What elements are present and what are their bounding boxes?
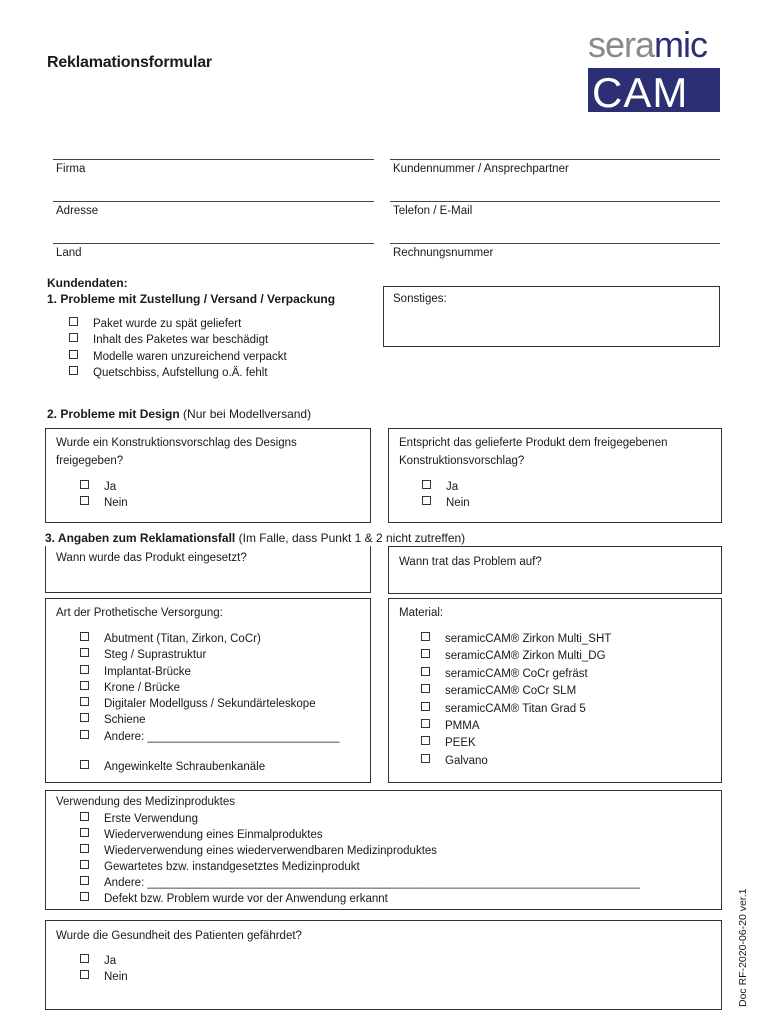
checkbox-icon[interactable] xyxy=(69,333,78,342)
gesundheit-question: Wurde die Gesundheit des Patienten gefährdet? xyxy=(56,930,302,942)
checkbox-option[interactable]: Andere: ______________________________ xyxy=(80,729,339,745)
design-match-box xyxy=(388,428,722,523)
checkbox-option[interactable]: Defekt bzw. Problem wurde vor der Anwendung erkannt xyxy=(80,891,640,907)
design-approved-question: Wurde ein Konstruktionsvorschlag des Designs freigegeben? xyxy=(56,437,297,467)
kundendaten-heading: Kundendaten: xyxy=(47,276,128,290)
checkbox-icon[interactable] xyxy=(421,736,430,745)
telefon-field[interactable]: Telefon / E-Mail xyxy=(393,205,473,217)
material-box xyxy=(388,598,722,783)
section1-heading: 1. Probleme mit Zustellung / Versand / Verpackung xyxy=(47,292,336,306)
checkbox-icon[interactable] xyxy=(80,876,89,885)
land-line xyxy=(53,243,374,244)
checkbox-option[interactable]: Implantat-Brücke xyxy=(80,664,339,680)
checkbox-icon[interactable] xyxy=(80,681,89,690)
checkbox-icon[interactable] xyxy=(69,366,78,375)
logo-text-mic: mic xyxy=(654,24,708,65)
checkbox-icon[interactable] xyxy=(421,684,430,693)
when-problem-label: Wann trat das Problem auf? xyxy=(399,556,542,568)
checkbox-icon[interactable] xyxy=(69,350,78,359)
rechnung-line xyxy=(390,243,720,244)
when-used-label: Wann wurde das Produkt eingesetzt? xyxy=(56,552,247,564)
document-reference: Doc RF-2020-06-20 ver.1 xyxy=(737,888,749,1007)
checkbox-option[interactable]: Erste Verwendung xyxy=(80,811,640,827)
checkbox-icon[interactable] xyxy=(80,713,89,722)
checkbox-option[interactable]: Ja xyxy=(80,953,128,969)
checkbox-icon[interactable] xyxy=(80,860,89,869)
checkbox-icon[interactable] xyxy=(80,730,89,739)
checkbox-icon[interactable] xyxy=(421,649,430,658)
land-field[interactable]: Land xyxy=(56,247,82,259)
material-title: Material: xyxy=(399,607,444,619)
checkbox-icon[interactable] xyxy=(69,317,78,326)
checkbox-option[interactable]: Steg / Suprastruktur xyxy=(80,647,339,663)
adresse-field[interactable]: Adresse xyxy=(56,205,99,217)
logo-text-sera: sera xyxy=(588,24,655,65)
checkbox-icon[interactable] xyxy=(421,719,430,728)
checkbox-icon[interactable] xyxy=(80,480,89,489)
checkbox-option[interactable]: seramicCAM® CoCr SLM xyxy=(421,683,611,700)
telefon-line xyxy=(390,201,720,202)
verwendung-box xyxy=(45,790,722,910)
when-problem-box[interactable] xyxy=(388,546,722,594)
checkbox-option[interactable]: Inhalt des Paketes war beschädigt xyxy=(69,332,287,348)
checkbox-icon[interactable] xyxy=(422,480,431,489)
checkbox-icon[interactable] xyxy=(80,648,89,657)
verwendung-title: Verwendung des Medizinproduktes xyxy=(56,796,236,808)
when-used-box[interactable] xyxy=(45,546,371,593)
gesundheit-box xyxy=(45,920,722,1010)
firma-field[interactable]: Firma xyxy=(56,163,86,175)
checkbox-icon[interactable] xyxy=(421,702,430,711)
art-box xyxy=(45,598,371,783)
checkbox-option[interactable]: seramicCAM® Zirkon Multi_DG xyxy=(421,648,611,665)
sonstiges-label: Sonstiges: xyxy=(393,293,447,305)
checkbox-icon[interactable] xyxy=(80,828,89,837)
page-title: Reklamationsformular xyxy=(47,54,212,71)
checkbox-option[interactable]: Nein xyxy=(422,495,470,511)
checkbox-option[interactable]: Paket wurde zu spät geliefert xyxy=(69,316,287,332)
checkbox-option[interactable]: Nein xyxy=(80,969,128,985)
checkbox-option[interactable]: Digitaler Modellguss / Sekundärteleskope xyxy=(80,696,339,712)
art-title: Art der Prothetische Versorgung: xyxy=(56,607,223,619)
checkbox-icon[interactable] xyxy=(80,812,89,821)
checkbox-option[interactable]: Andere: _____________________________________________________________________________ xyxy=(80,875,640,891)
checkbox-option[interactable]: Krone / Brücke xyxy=(80,680,339,696)
checkbox-icon[interactable] xyxy=(80,892,89,901)
checkbox-icon[interactable] xyxy=(421,754,430,763)
checkbox-option[interactable]: PMMA xyxy=(421,718,611,735)
checkbox-icon[interactable] xyxy=(422,496,431,505)
kunde-line xyxy=(390,159,720,160)
checkbox-option[interactable]: Nein xyxy=(80,495,128,511)
checkbox-icon[interactable] xyxy=(421,632,430,641)
checkbox-icon[interactable] xyxy=(421,667,430,676)
sonstiges-box[interactable] xyxy=(383,286,720,347)
checkbox-option[interactable]: Wiederverwendung eines Einmalproduktes xyxy=(80,827,640,843)
seramiccam-logo xyxy=(586,24,720,116)
section2-heading: 2. Probleme mit Design (Nur bei Modellversand) xyxy=(47,407,312,421)
checkbox-icon[interactable] xyxy=(80,760,89,769)
design-match-question: Entspricht das gelieferte Produkt dem freigegebenen Konstruktionsvorschlag? xyxy=(399,437,668,467)
design-approved-box xyxy=(45,428,371,523)
checkbox-option[interactable]: Ja xyxy=(422,479,470,495)
checkbox-option[interactable]: Ja xyxy=(80,479,128,495)
checkbox-option[interactable]: Wiederverwendung eines wiederverwendbaren Medizinproduktes xyxy=(80,843,640,859)
checkbox-icon[interactable] xyxy=(80,632,89,641)
checkbox-option[interactable]: Modelle waren unzureichend verpackt xyxy=(69,349,287,365)
checkbox-icon[interactable] xyxy=(80,970,89,979)
checkbox-icon[interactable] xyxy=(80,954,89,963)
checkbox-icon[interactable] xyxy=(80,844,89,853)
kunde-field[interactable]: Kundennummer / Ansprechpartner xyxy=(393,163,569,175)
checkbox-option[interactable]: Quetschbiss, Aufstellung o.Ä. fehlt xyxy=(69,365,287,381)
checkbox-option[interactable]: Galvano xyxy=(421,753,611,770)
checkbox-option[interactable]: PEEK xyxy=(421,735,611,752)
section3-heading: 3. Angaben zum Reklamationsfall (Im Falle, dass Punkt 1 & 2 nicht zutreffen) xyxy=(45,531,466,545)
checkbox-option[interactable]: seramicCAM® CoCr gefräst xyxy=(421,666,611,683)
checkbox-option[interactable]: Abutment (Titan, Zirkon, CoCr) xyxy=(80,631,339,647)
checkbox-option[interactable]: seramicCAM® Zirkon Multi_SHT xyxy=(421,631,611,648)
checkbox-option[interactable]: Gewartetes bzw. instandgesetztes Medizinprodukt xyxy=(80,859,640,875)
firma-line xyxy=(53,159,374,160)
checkbox-option[interactable]: Angewinkelte Schraubenkanäle xyxy=(80,759,339,775)
checkbox-icon[interactable] xyxy=(80,496,89,505)
checkbox-icon[interactable] xyxy=(80,665,89,674)
checkbox-option[interactable]: seramicCAM® Titan Grad 5 xyxy=(421,701,611,718)
section1-options xyxy=(69,316,287,381)
checkbox-icon[interactable] xyxy=(80,697,89,706)
rechnung-field[interactable]: Rechnungsnummer xyxy=(393,247,494,259)
logo-text-cam: CAM xyxy=(592,69,689,116)
adresse-line xyxy=(53,201,374,202)
checkbox-option[interactable]: Schiene xyxy=(80,712,339,728)
